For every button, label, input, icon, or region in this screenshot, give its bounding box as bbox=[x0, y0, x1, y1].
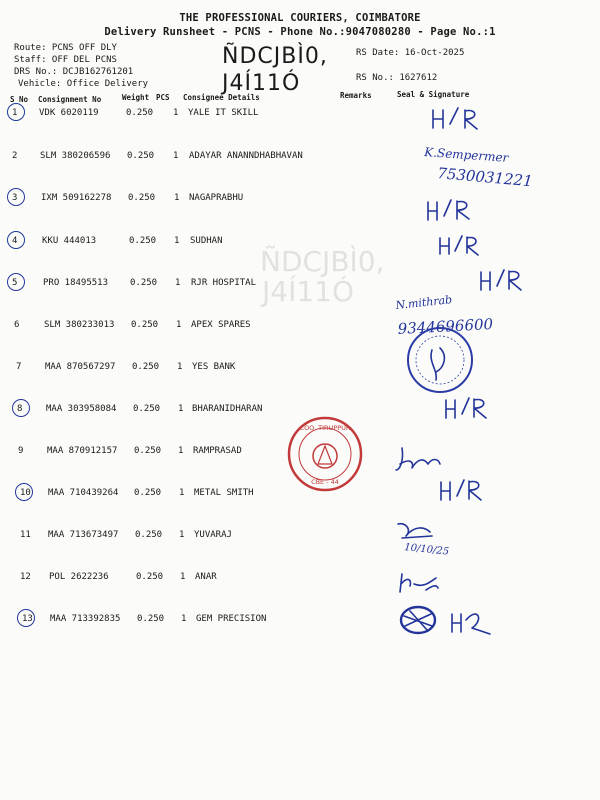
row-consignee: ANAR bbox=[195, 572, 217, 582]
col-sno: S No bbox=[10, 95, 29, 104]
row-pcs: 1 bbox=[174, 236, 180, 246]
row-sno: 3 bbox=[12, 193, 18, 203]
company-title: THE PROFESSIONAL COURIERS, COIMBATORE bbox=[179, 12, 421, 24]
signature-hr-4 bbox=[440, 236, 478, 255]
row-sno: 9 bbox=[18, 446, 24, 456]
row-sno: 8 bbox=[17, 404, 23, 414]
row-consignee: BHARANIDHARAN bbox=[192, 404, 263, 414]
row-consignment-no: PRO 18495513 bbox=[43, 278, 109, 288]
signature-scribble-12 bbox=[400, 574, 438, 592]
svg-text:CBE - 44: CBE - 44 bbox=[311, 478, 339, 486]
row-weight: 0.250 bbox=[132, 362, 160, 372]
row-pcs: 1 bbox=[174, 193, 180, 203]
row-pcs: 1 bbox=[179, 488, 185, 498]
rs-date: RS Date: 16-Oct-2025 bbox=[356, 48, 465, 58]
row-consignment-no: MAA 870912157 bbox=[47, 446, 118, 456]
signature-hr-10 bbox=[441, 480, 481, 500]
row-consignee: YUVARAJ bbox=[194, 530, 232, 540]
row-consignee: METAL SMITH bbox=[194, 488, 254, 498]
vehicle-text: Vehicle: Office Delivery bbox=[18, 79, 149, 89]
row-sno: 1 bbox=[12, 108, 18, 118]
row-consignment-no: POL 2622236 bbox=[49, 572, 109, 582]
row-consignment-no: KKU 444013 bbox=[42, 236, 97, 246]
row-consignment-no: MAA 303958084 bbox=[46, 404, 117, 414]
row-consignment-no: IXM 509162278 bbox=[41, 193, 112, 203]
row-sno: 7 bbox=[16, 362, 22, 372]
signature-scribble-9 bbox=[396, 448, 440, 470]
row-pcs: 1 bbox=[173, 151, 179, 161]
row-sno: 10 bbox=[20, 488, 31, 498]
signature-row-13 bbox=[401, 607, 490, 634]
col-seal: Seal & Signature bbox=[397, 90, 470, 99]
row-weight: 0.250 bbox=[137, 614, 165, 624]
sheet-subtitle: Delivery Runsheet - PCNS - Phone No.:9047080280 - Page No.:1 bbox=[104, 26, 496, 38]
row-sno: 11 bbox=[20, 530, 31, 540]
row-consignee: NAGAPRABHU bbox=[189, 193, 244, 203]
ghost-barcode-2: J4Í11Ó bbox=[262, 275, 354, 308]
row-consignee: ADAYAR ANANNDHABHAVAN bbox=[189, 151, 303, 161]
svg-text:N.mithrab: N.mithrab bbox=[394, 293, 453, 312]
row-consignee: YALE IT SKILL bbox=[188, 108, 259, 118]
svg-text:9344696600: 9344696600 bbox=[397, 315, 494, 338]
row-pcs: 1 bbox=[180, 572, 186, 582]
row-weight: 0.250 bbox=[133, 404, 161, 414]
row-consignment-no: MAA 710439264 bbox=[48, 488, 119, 498]
row-weight: 0.250 bbox=[127, 151, 155, 161]
signature-hr-1 bbox=[433, 108, 477, 129]
signature-row-2 bbox=[423, 145, 534, 190]
row-weight: 0.250 bbox=[135, 530, 163, 540]
row-consignment-no: SLM 380233013 bbox=[44, 320, 115, 330]
row-consignee: APEX SPARES bbox=[191, 320, 251, 330]
row-sno: 4 bbox=[12, 236, 18, 246]
row-sno: 6 bbox=[14, 320, 20, 330]
signature-row-6 bbox=[394, 293, 494, 338]
row-consignment-no: MAA 870567297 bbox=[45, 362, 116, 372]
row-consignee: RJR HOSPITAL bbox=[191, 278, 257, 288]
barcode-line-1: ÑDCJBÌ0, bbox=[222, 44, 328, 69]
row-pcs: 1 bbox=[175, 278, 181, 288]
row-pcs: 1 bbox=[176, 320, 182, 330]
row-consignment-no: VDK 6020119 bbox=[39, 108, 99, 118]
row-sno: 13 bbox=[22, 614, 33, 624]
row-consignment-no: MAA 713392835 bbox=[50, 614, 121, 624]
signature-hr-5 bbox=[481, 270, 521, 290]
svg-text:K.Sempermer: K.Sempermer bbox=[423, 145, 509, 165]
row-weight: 0.250 bbox=[128, 193, 156, 203]
row-pcs: 1 bbox=[179, 530, 185, 540]
svg-text:7530031221: 7530031221 bbox=[436, 164, 534, 191]
row-sno: 2 bbox=[12, 151, 18, 161]
company-seal bbox=[289, 418, 361, 490]
row-consignment-no: SLM 380206596 bbox=[40, 151, 111, 161]
staff-text: Staff: OFF DEL PCNS bbox=[14, 55, 117, 65]
row-consignee: YES BANK bbox=[192, 362, 236, 372]
row-pcs: 1 bbox=[177, 362, 183, 372]
route-text: Route: PCNS OFF DLY bbox=[14, 43, 117, 53]
svg-text:COO. TIRUPPUR: COO. TIRUPPUR bbox=[299, 424, 351, 432]
row-weight: 0.250 bbox=[134, 446, 162, 456]
row-weight: 0.250 bbox=[126, 108, 154, 118]
ghost-barcode: ÑDCJBÌ0, bbox=[260, 245, 385, 278]
row-consignee: SUDHAN bbox=[190, 236, 223, 246]
row-pcs: 1 bbox=[178, 404, 184, 414]
col-consignee: Consignee Details bbox=[183, 93, 260, 102]
row-sno: 12 bbox=[20, 572, 31, 582]
row-pcs: 1 bbox=[178, 446, 184, 456]
col-weight: Weight bbox=[122, 93, 150, 102]
drs-number: DRS No.: DCJB162761201 bbox=[14, 67, 134, 77]
row-pcs: 1 bbox=[181, 614, 187, 624]
barcode-line-2: J4Í11Ó bbox=[222, 71, 301, 96]
row-consignee: GEM PRECISION bbox=[196, 614, 267, 624]
rs-number: RS No.: 1627612 bbox=[356, 73, 438, 83]
row-weight: 0.250 bbox=[134, 488, 162, 498]
row-pcs: 1 bbox=[173, 108, 179, 118]
row-weight: 0.250 bbox=[130, 278, 158, 288]
row-weight: 0.250 bbox=[129, 236, 157, 246]
col-pcs: PCS bbox=[156, 93, 170, 102]
row-sno: 5 bbox=[12, 278, 18, 288]
svg-text:10/10/25: 10/10/25 bbox=[403, 542, 450, 558]
row-weight: 0.250 bbox=[131, 320, 159, 330]
col-consignment: Consignment No bbox=[38, 95, 102, 104]
row-consignment-no: MAA 713673497 bbox=[48, 530, 119, 540]
signature-row-11 bbox=[398, 524, 450, 558]
row-consignee: RAMPRASAD bbox=[193, 446, 242, 456]
row-weight: 0.250 bbox=[136, 572, 164, 582]
col-remarks: Remarks bbox=[340, 91, 372, 100]
bank-stamp bbox=[408, 328, 472, 392]
signature-hr-3 bbox=[428, 200, 469, 220]
signature-hr-8 bbox=[446, 398, 486, 418]
